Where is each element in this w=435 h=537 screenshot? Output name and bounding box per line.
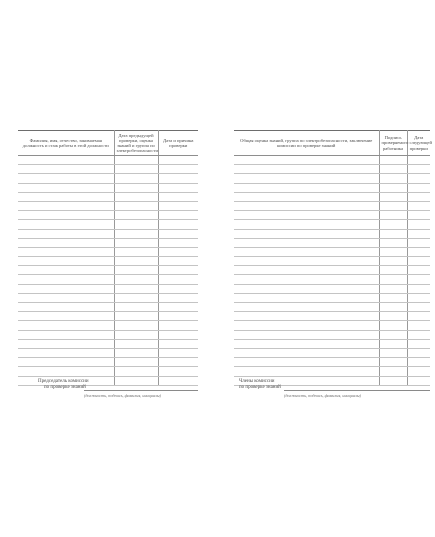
table-cell: [18, 348, 114, 357]
table-cell: [18, 229, 114, 238]
table-cell: [379, 339, 407, 348]
table-cell: [114, 229, 158, 238]
table-cell: [114, 247, 158, 256]
table-cell: [234, 266, 379, 275]
table-cell: [18, 257, 114, 266]
table-cell: [158, 247, 198, 256]
table-cell: [234, 165, 379, 174]
table-cell: [234, 257, 379, 266]
table-cell: [234, 247, 379, 256]
table-cell: [234, 367, 379, 376]
table-cell: [234, 201, 379, 210]
signature-label-line-1: Члены комиссии: [239, 379, 275, 384]
table-row: [18, 358, 198, 367]
table-row: [234, 165, 430, 174]
table-row: [234, 312, 430, 321]
table-row: [234, 358, 430, 367]
table-cell: [18, 238, 114, 247]
table-cell: [114, 238, 158, 247]
table-row: [234, 266, 430, 275]
table-row: [18, 201, 198, 210]
signature-label-line-2: по проверке знаний: [239, 385, 281, 390]
table-cell: [407, 165, 430, 174]
table-cell: [379, 275, 407, 284]
table-body: [18, 156, 198, 386]
table-cell: [158, 211, 198, 220]
table-cell: [379, 247, 407, 256]
table-row: [234, 257, 430, 266]
table-cell: [234, 348, 379, 357]
table-cell: [234, 284, 379, 293]
table-row: [18, 238, 198, 247]
table-cell: [18, 339, 114, 348]
table-cell: [379, 312, 407, 321]
table-cell: [114, 303, 158, 312]
table-cell: [407, 266, 430, 275]
knowledge-check-table-left: [18, 130, 198, 386]
table-cell: [234, 174, 379, 183]
table-cell: [379, 220, 407, 229]
table-cell: [158, 358, 198, 367]
table-cell: [379, 257, 407, 266]
table-cell: [18, 192, 114, 201]
table-cell: [158, 257, 198, 266]
table-cell: [407, 183, 430, 192]
table-cell: [234, 321, 379, 330]
table-cell: [114, 293, 158, 302]
table-cell: [379, 192, 407, 201]
table-row: [234, 220, 430, 229]
table-cell: [379, 303, 407, 312]
table-cell: [407, 367, 430, 376]
table-cell: [407, 275, 430, 284]
signature-line: [284, 390, 430, 391]
table-cell: [234, 229, 379, 238]
table-row: [18, 183, 198, 192]
table-cell: [18, 367, 114, 376]
table-cell: [114, 312, 158, 321]
table-row: [234, 348, 430, 357]
table-cell: [18, 266, 114, 275]
table-cell: [234, 192, 379, 201]
table-cell: [114, 156, 158, 165]
table-cell: [234, 220, 379, 229]
table-cell: [18, 275, 114, 284]
table-row: [18, 247, 198, 256]
table-cell: [234, 293, 379, 302]
table-cell: [407, 192, 430, 201]
table-cell: [407, 348, 430, 357]
table-cell: [114, 376, 158, 385]
table-cell: [158, 183, 198, 192]
table-row: [18, 266, 198, 275]
table-row: [234, 229, 430, 238]
table-row: [18, 211, 198, 220]
table-row: [234, 201, 430, 210]
knowledge-check-table-right: [234, 130, 430, 386]
table-cell: [114, 367, 158, 376]
table-row: [234, 330, 430, 339]
table-cell: [379, 174, 407, 183]
table-cell: [407, 174, 430, 183]
table-row: [234, 275, 430, 284]
table-cell: [18, 284, 114, 293]
table-cell: [407, 376, 430, 385]
table-cell: [158, 275, 198, 284]
table-cell: [158, 156, 198, 165]
table-cell: [18, 247, 114, 256]
table-cell: [18, 321, 114, 330]
table-row: [234, 211, 430, 220]
table-cell: [114, 339, 158, 348]
table-cell: [234, 312, 379, 321]
column-header-check-date-reason: Дата и причина проверки: [158, 131, 198, 156]
table-cell: [114, 266, 158, 275]
table-cell: [407, 284, 430, 293]
table-cell: [407, 229, 430, 238]
table-row: [234, 293, 430, 302]
table-cell: [114, 284, 158, 293]
table-cell: [158, 201, 198, 210]
table-row: [18, 303, 198, 312]
table-cell: [158, 229, 198, 238]
table-cell: [18, 201, 114, 210]
table-cell: [407, 312, 430, 321]
table-cell: [18, 220, 114, 229]
table-cell: [407, 211, 430, 220]
table-cell: [114, 348, 158, 357]
table-row: [234, 339, 430, 348]
table-cell: [379, 348, 407, 357]
table-cell: [379, 293, 407, 302]
table-cell: [158, 293, 198, 302]
table-cell: [407, 257, 430, 266]
table-cell: [234, 156, 379, 165]
table-cell: [18, 183, 114, 192]
table-row: [18, 339, 198, 348]
right-page: [218, 0, 435, 537]
table-cell: [379, 165, 407, 174]
table-cell: [407, 358, 430, 367]
table-cell: [18, 293, 114, 302]
table-cell: [158, 284, 198, 293]
table-row: [18, 257, 198, 266]
table-cell: [158, 376, 198, 385]
column-header-previous-check: Дата предыдущей проверки, оценка знаний и группа по электробезопасности: [114, 131, 158, 156]
table-cell: [158, 220, 198, 229]
table-row: [18, 174, 198, 183]
signature-hint: (должность, подпись, фамилия, инициалы): [284, 393, 361, 398]
table-cell: [114, 330, 158, 339]
signature-label-members: [239, 379, 281, 391]
table-cell: [379, 156, 407, 165]
table-cell: [18, 165, 114, 174]
table-row: [234, 238, 430, 247]
table-cell: [158, 165, 198, 174]
table-cell: [234, 183, 379, 192]
table-cell: [114, 201, 158, 210]
table-cell: [407, 321, 430, 330]
table-cell: [407, 220, 430, 229]
signature-label-line-1: Председатель комиссии: [38, 379, 89, 384]
table-row: [234, 192, 430, 201]
table-cell: [379, 183, 407, 192]
table-row: [234, 303, 430, 312]
table-cell: [407, 201, 430, 210]
signature-line: [84, 390, 198, 391]
table-cell: [234, 330, 379, 339]
table-cell: [407, 303, 430, 312]
table-cell: [379, 358, 407, 367]
table-row: [234, 247, 430, 256]
table-cell: [18, 330, 114, 339]
table-cell: [407, 330, 430, 339]
column-header-full-name: Фамилия, имя, отчество, занимаемая должность и стаж работы в этой должности: [18, 131, 114, 156]
table-cell: [114, 321, 158, 330]
table-cell: [158, 266, 198, 275]
table-cell: [234, 275, 379, 284]
table-cell: [379, 229, 407, 238]
table-cell: [379, 211, 407, 220]
table-cell: [114, 257, 158, 266]
table-cell: [407, 156, 430, 165]
table-cell: [114, 275, 158, 284]
table-cell: [158, 321, 198, 330]
table-row: [18, 284, 198, 293]
left-page: [0, 0, 217, 537]
table-cell: [379, 330, 407, 339]
table-cell: [158, 330, 198, 339]
table-cell: [379, 238, 407, 247]
table-cell: [379, 376, 407, 385]
table-row: [18, 275, 198, 284]
table-row: [234, 183, 430, 192]
table-row: [18, 192, 198, 201]
signature-label-line-2: по проверке знаний: [44, 385, 86, 390]
table-cell: [18, 156, 114, 165]
table-row: [234, 284, 430, 293]
table-cell: [234, 211, 379, 220]
column-header-assessment: Общая оценка знаний, группа по электробезопасности, заключение комиссии по проверке знаний: [234, 131, 379, 156]
table-cell: [18, 174, 114, 183]
table-row: [18, 312, 198, 321]
signature-label-chairman: [38, 379, 89, 391]
table-cell: [158, 192, 198, 201]
table-header-row: [18, 131, 198, 156]
table-row: [18, 321, 198, 330]
table-row: [234, 174, 430, 183]
table-row: [18, 348, 198, 357]
table-cell: [158, 174, 198, 183]
table-row: [18, 367, 198, 376]
table-cell: [114, 174, 158, 183]
table-cell: [158, 339, 198, 348]
table-cell: [114, 358, 158, 367]
table-row: [234, 156, 430, 165]
table-cell: [114, 220, 158, 229]
column-header-signature: Подпись проверяемого работника: [379, 131, 407, 156]
table-cell: [407, 339, 430, 348]
table-cell: [407, 247, 430, 256]
signature-hint: (должность, подпись, фамилия, инициалы): [84, 393, 161, 398]
table-cell: [234, 358, 379, 367]
column-header-next-check-date: Дата следующей проверки: [407, 131, 430, 156]
table-cell: [18, 303, 114, 312]
table-body: [234, 156, 430, 386]
table-cell: [379, 201, 407, 210]
table-row: [18, 330, 198, 339]
table-cell: [114, 192, 158, 201]
table-cell: [407, 293, 430, 302]
table-cell: [234, 238, 379, 247]
table-cell: [379, 367, 407, 376]
table-cell: [158, 348, 198, 357]
table-cell: [158, 367, 198, 376]
table-row: [234, 321, 430, 330]
table-row: [18, 293, 198, 302]
table-cell: [158, 238, 198, 247]
table-cell: [18, 312, 114, 321]
table-cell: [158, 312, 198, 321]
table-cell: [18, 358, 114, 367]
table-row: [18, 220, 198, 229]
table-cell: [18, 211, 114, 220]
table-cell: [114, 183, 158, 192]
table-row: [18, 165, 198, 174]
table-cell: [114, 211, 158, 220]
table-cell: [379, 284, 407, 293]
table-cell: [407, 238, 430, 247]
table-cell: [379, 266, 407, 275]
table-row: [18, 229, 198, 238]
table-cell: [234, 303, 379, 312]
table-row: [234, 367, 430, 376]
table-row: [18, 156, 198, 165]
table-cell: [114, 165, 158, 174]
table-cell: [379, 321, 407, 330]
table-cell: [158, 303, 198, 312]
table-header-row: [234, 131, 430, 156]
table-cell: [234, 339, 379, 348]
